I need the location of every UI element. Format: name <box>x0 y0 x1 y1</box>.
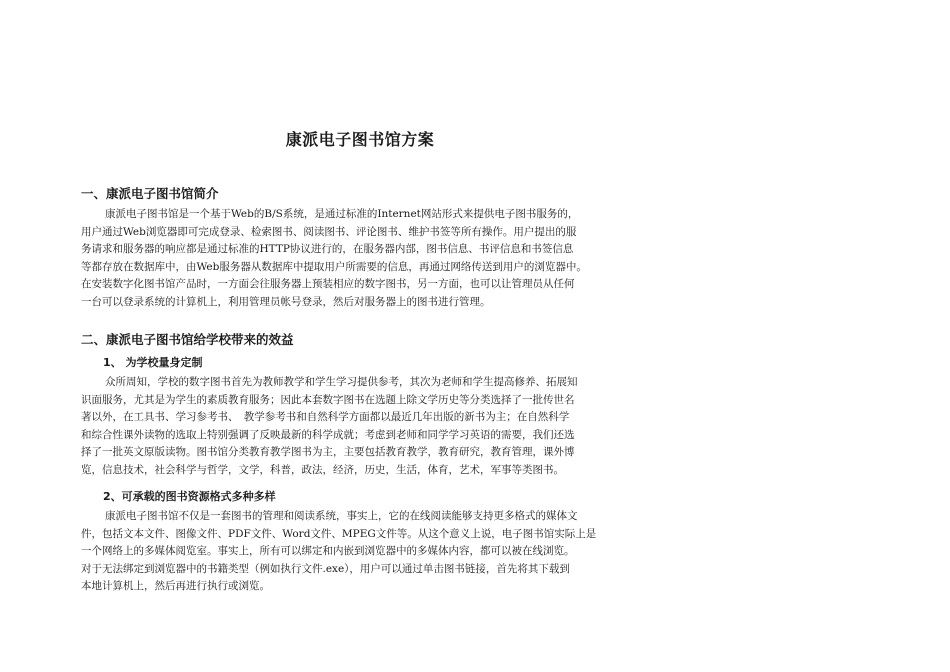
paragraph-line: 康派电子图书馆不仅是一套图书的管理和阅读系统，事实上，它的在线阅读能够支持更多格式的媒体文 <box>105 510 578 522</box>
paragraph-line: 用户通过Web浏览器即可完成登录、检索图书、阅读图书、评论图书、维护书签等所有操作。用户提出的服 <box>81 225 577 238</box>
paragraph-line: 在安装数字化图书馆产品时，一方面会往服务器上预装相应的数字图书，另一方面，也可以让管理员从任何 <box>81 278 575 291</box>
section-heading-intro: 一、康派电子图书馆简介 <box>81 186 219 201</box>
paragraph-line: 和综合性课外读物的选取上特别强调了反映最新的科学成就；考虑到老师和同学学习英语的需要，我们还选 <box>81 428 575 441</box>
paragraph-line: 众所周知，学校的数字图书首先为教师教学和学生学习提供参考，其次为老师和学生提高修养、拓展知 <box>105 376 578 388</box>
paragraph-line: 件，包括文本文件、图像文件、PDF文件、Word文件、MPEG文件等。从这个意义上说，电子图书馆实际上是 <box>81 527 597 540</box>
paragraph-line: 识面服务，尤其是为学生的素质教育服务；因此本套数字图书在选题上除文学历史等分类选择了一批传世名 <box>81 393 575 406</box>
paragraph-line: 对于无法绑定到浏览器中的书籍类型（例如执行文件.exe），用户可以通过单击图书链接，首先将其下载到 <box>81 562 570 575</box>
paragraph-custom <box>81 374 661 480</box>
paragraph-formats <box>81 508 661 596</box>
paragraph-line: 等都存放在数据库中，由Web服务器从数据库中提取用户所需要的信息，再通过网络传送到用户的浏览器中。 <box>81 260 587 273</box>
paragraph-line: 著以外，在工具书、学习参考书、 教学参考书和自然科学方面都以最近几年出版的新书为主；在自然科学 <box>81 411 570 424</box>
paragraph-line: 择了一批英文原版读物。图书馆分类教育教学图书为主，主要包括教育教学，教育研究，教育管理，课外博 <box>81 446 575 459</box>
paragraph-line: 康派电子图书馆是一个基于Web的B/S系统，是通过标准的Internet网站形式来提供电子图书服务的， <box>105 208 579 220</box>
paragraph-line: 览，信息技术，社会科学与哲学，文学，科普，政法，经济，历史，生活，体育，艺术，军事等类图书。 <box>81 463 564 476</box>
paragraph-line: 务请求和服务器的响应都是通过标准的HTTP协议进行的，在服务器内部，图书信息、书评信息和书签信息 <box>81 243 574 256</box>
paragraph-intro <box>81 206 661 312</box>
document-title: 康派电子图书馆方案 <box>285 130 435 149</box>
subsection-heading-formats: 2、可承载的图书资源格式多种多样 <box>103 490 276 503</box>
section-heading-benefits: 二、康派电子图书馆给学校带来的效益 <box>81 332 294 347</box>
paragraph-line: 一台可以登录系统的计算机上，利用管理员帐号登录，然后对服务器上的图书进行管理。 <box>81 295 491 308</box>
subsection-heading-custom: 1、 为学校量身定制 <box>103 356 203 369</box>
paragraph-line: 一个网络上的多媒体阅览室。事实上，所有可以绑定和内嵌到浏览器中的多媒体内容，都可以被在线浏览。 <box>81 545 575 558</box>
paragraph-line: 本地计算机上，然后再进行执行或浏览。 <box>81 580 270 593</box>
